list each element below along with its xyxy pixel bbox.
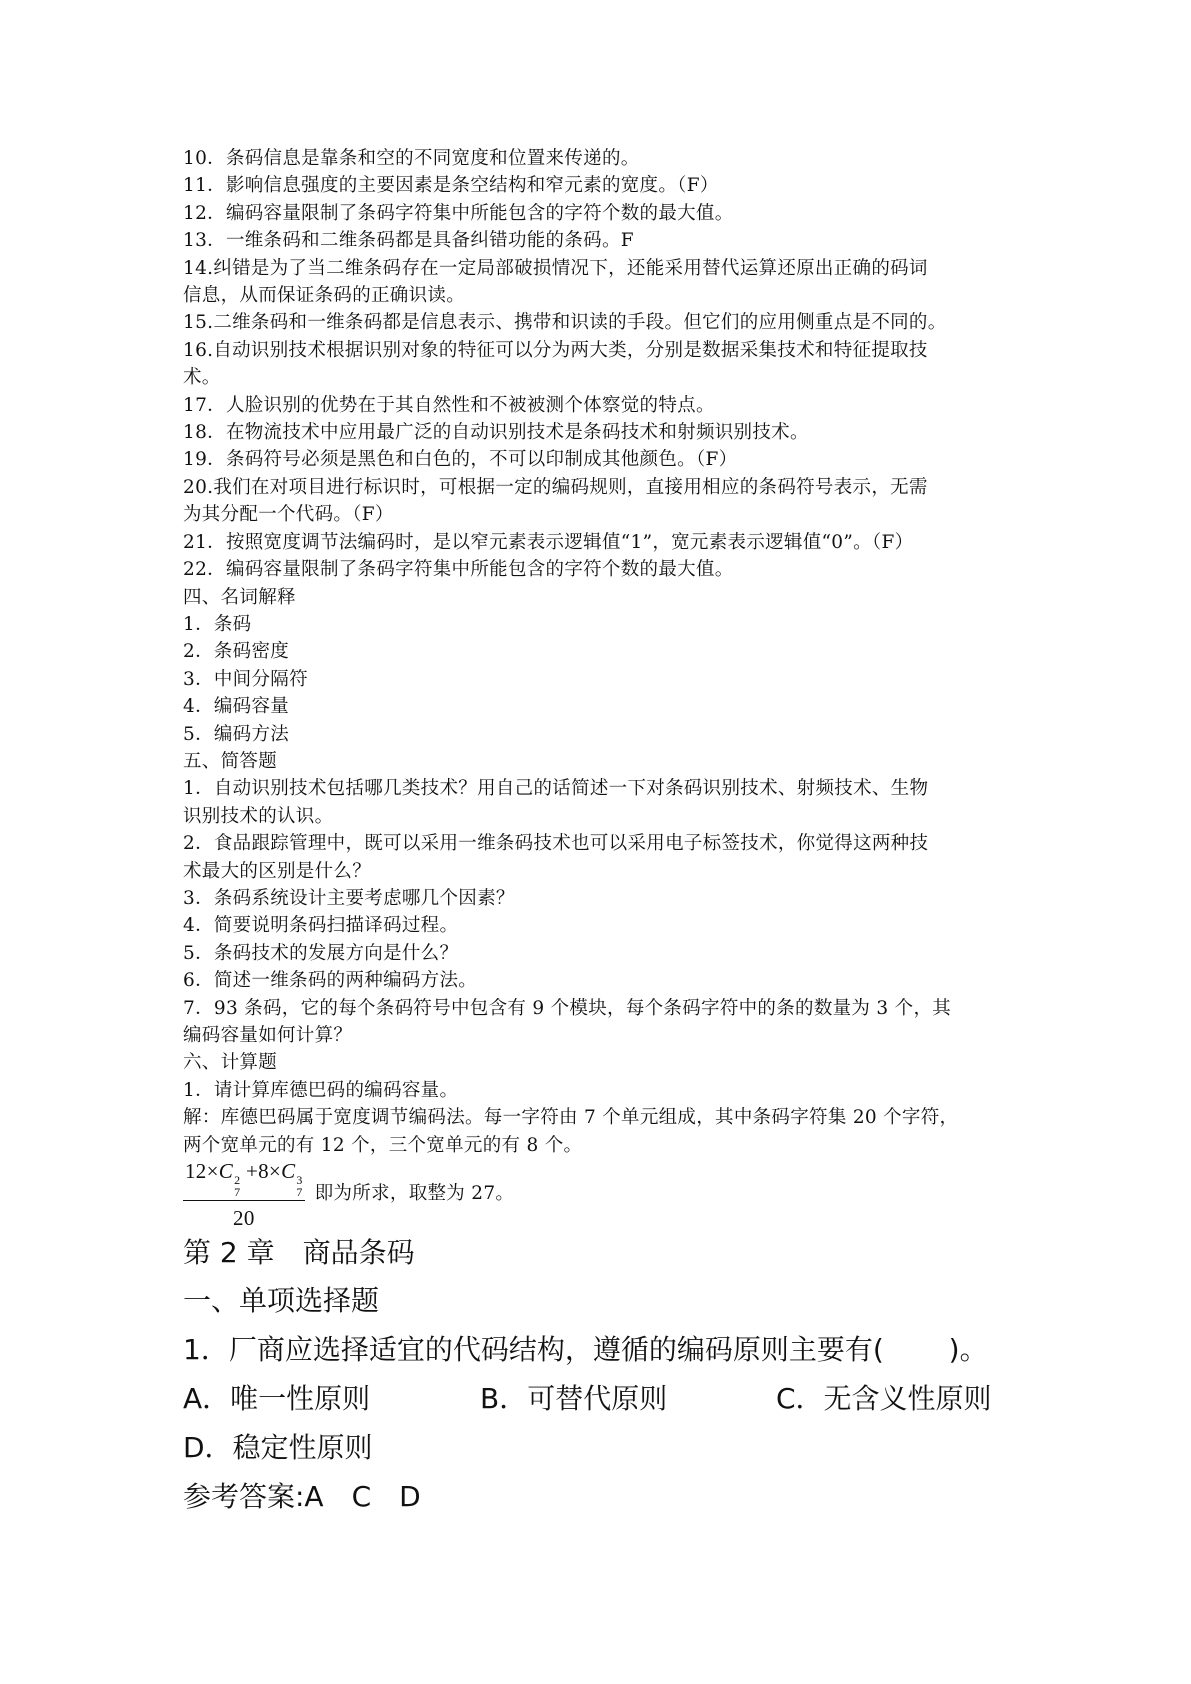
formula-sub: 7 [234, 1184, 241, 1199]
reference-answer: 参考答案:A C D [183, 1480, 421, 1514]
text-line: 1．请计算库德巴码的编码容量。 [183, 1079, 459, 1101]
text-line: 5．编码方法 [183, 723, 290, 745]
formula-row [183, 1158, 1023, 1230]
options-row [183, 1377, 1023, 1421]
formula-sub: 7 [296, 1184, 303, 1199]
option-d: D．稳定性原则 [183, 1431, 373, 1465]
text-line: 信息，从而保证条码的正确识读。 [183, 285, 466, 307]
section-heading: 六、计算题 [183, 1052, 278, 1074]
text-line: 11．影响信息强度的主要因素是条空结构和窄元素的宽度。（F） [183, 175, 719, 197]
text-line: 19．条码符号必须是黑色和白色的，不可以印制成其他颜色。（F） [183, 449, 738, 471]
formula-times: × [206, 1158, 219, 1183]
text-line: 10．条码信息是靠条和空的不同宽度和位置来传递的。 [183, 148, 640, 169]
text-line: 2．食品跟踪管理中，既可以采用一维条码技术也可以采用电子标签技术，你觉得这两种技 [183, 833, 929, 855]
text-line: 1．自动识别技术包括哪几类技术？用自己的话简述一下对条码识别技术、射频技术、生物 [183, 778, 929, 800]
section-heading: 四、名词解释 [183, 586, 296, 608]
text-line: 5．条码技术的发展方向是什么？ [183, 942, 459, 964]
option-c: C．无含义性原则 [776, 1382, 992, 1416]
option-b: B．可替代原则 [480, 1382, 668, 1416]
text-line: 22．编码容量限制了条码字符集中所能包含的字符个数的最大值。 [183, 559, 734, 581]
text-line: 20.我们在对项目进行标识时，可根据一定的编码规则，直接用相应的条码符号表示，无需 [183, 476, 928, 498]
text-line: 解：库德巴码属于宽度调节编码法。每一字符由 7 个单元组成，其中条码字符集 20 个字符， [183, 1107, 959, 1129]
text-line: 18．在物流技术中应用最广泛的自动识别技术是条码技术和射频识别技术。 [183, 422, 809, 444]
formula-fraction [183, 1156, 305, 1233]
option-a: A．唯一性原则 [183, 1382, 371, 1416]
formula-times: × [268, 1158, 282, 1183]
text-line: 15.二维条码和一维条码都是信息表示、携带和识读的手段。但它们的应用侧重点是不同的。 [183, 312, 947, 334]
text-line: 7．93 条码，它的每个条码符号中包含有 9 个模块，每个条码字符中的条的数量为 3 个，其 [183, 997, 952, 1019]
text-line: 13．一维条码和二维条码都是具备纠错功能的条码。F [183, 230, 634, 252]
section-heading: 五、简答题 [183, 750, 278, 772]
text-line: 3．中间分隔符 [183, 668, 308, 690]
formula-coef-1: 12 [185, 1158, 207, 1183]
text-line: 编码容量如何计算？ [183, 1025, 353, 1046]
formula-numerator [183, 1156, 305, 1201]
formula-sup: 2 [234, 1172, 241, 1187]
chapter-title: 第 2 章 商品条码 [183, 1236, 415, 1270]
text-line: 12．编码容量限制了条码字符集中所能包含的字符个数的最大值。 [183, 202, 734, 224]
text-line: 6．简述一维条码的两种编码方法。 [183, 970, 478, 992]
formula-plus: + [240, 1158, 259, 1183]
text-line: 16.自动识别技术根据识别对象的特征可以分为两大类，分别是数据采集技术和特征提取技 [183, 339, 928, 361]
text-line: 术最大的区别是什么？ [183, 860, 372, 882]
formula-coef-2: 8 [258, 1158, 269, 1183]
document-page [183, 145, 1023, 1519]
question-text: 1．厂商应选择适宜的代码结构，遵循的编码原则主要有( )。 [183, 1333, 988, 1367]
section-title: 一、单项选择题 [183, 1284, 380, 1318]
text-block [183, 145, 1023, 1159]
text-line: 17．人脸识别的优势在于其自然性和不被被测个体察觉的特点。 [183, 394, 715, 416]
text-line: 2．条码密度 [183, 641, 290, 663]
text-line: 3．条码系统设计主要考虑哪几个因素？ [183, 887, 515, 909]
text-line: 识别技术的认识。 [183, 805, 334, 827]
formula-result-text: 即为所求，取整为 27。 [314, 1183, 515, 1205]
text-line: 1．条码 [183, 613, 252, 635]
text-line: 为其分配一个代码。（F） [183, 504, 394, 526]
text-line: 4．简要说明条码扫描译码过程。 [183, 915, 459, 937]
text-line: 14.纠错是为了当二维条码存在一定局部破损情况下，还能采用替代运算还原出正确的码词 [183, 257, 928, 279]
formula-sup: 3 [296, 1172, 303, 1187]
text-line: 术。 [183, 367, 221, 389]
text-line: 4．编码容量 [183, 696, 290, 718]
text-line: 两个宽单元的有 12 个，三个宽单元的有 8 个。 [183, 1134, 583, 1156]
formula-c: C [281, 1158, 296, 1183]
text-line: 21．按照宽度调节法编码时，是以窄元素表示逻辑值“1”，宽元素表示逻辑值“0”。（F） [183, 531, 914, 553]
formula-c: C [218, 1158, 234, 1183]
formula-denominator: 20 [233, 1205, 255, 1230]
formula-scripts [296, 1174, 302, 1198]
